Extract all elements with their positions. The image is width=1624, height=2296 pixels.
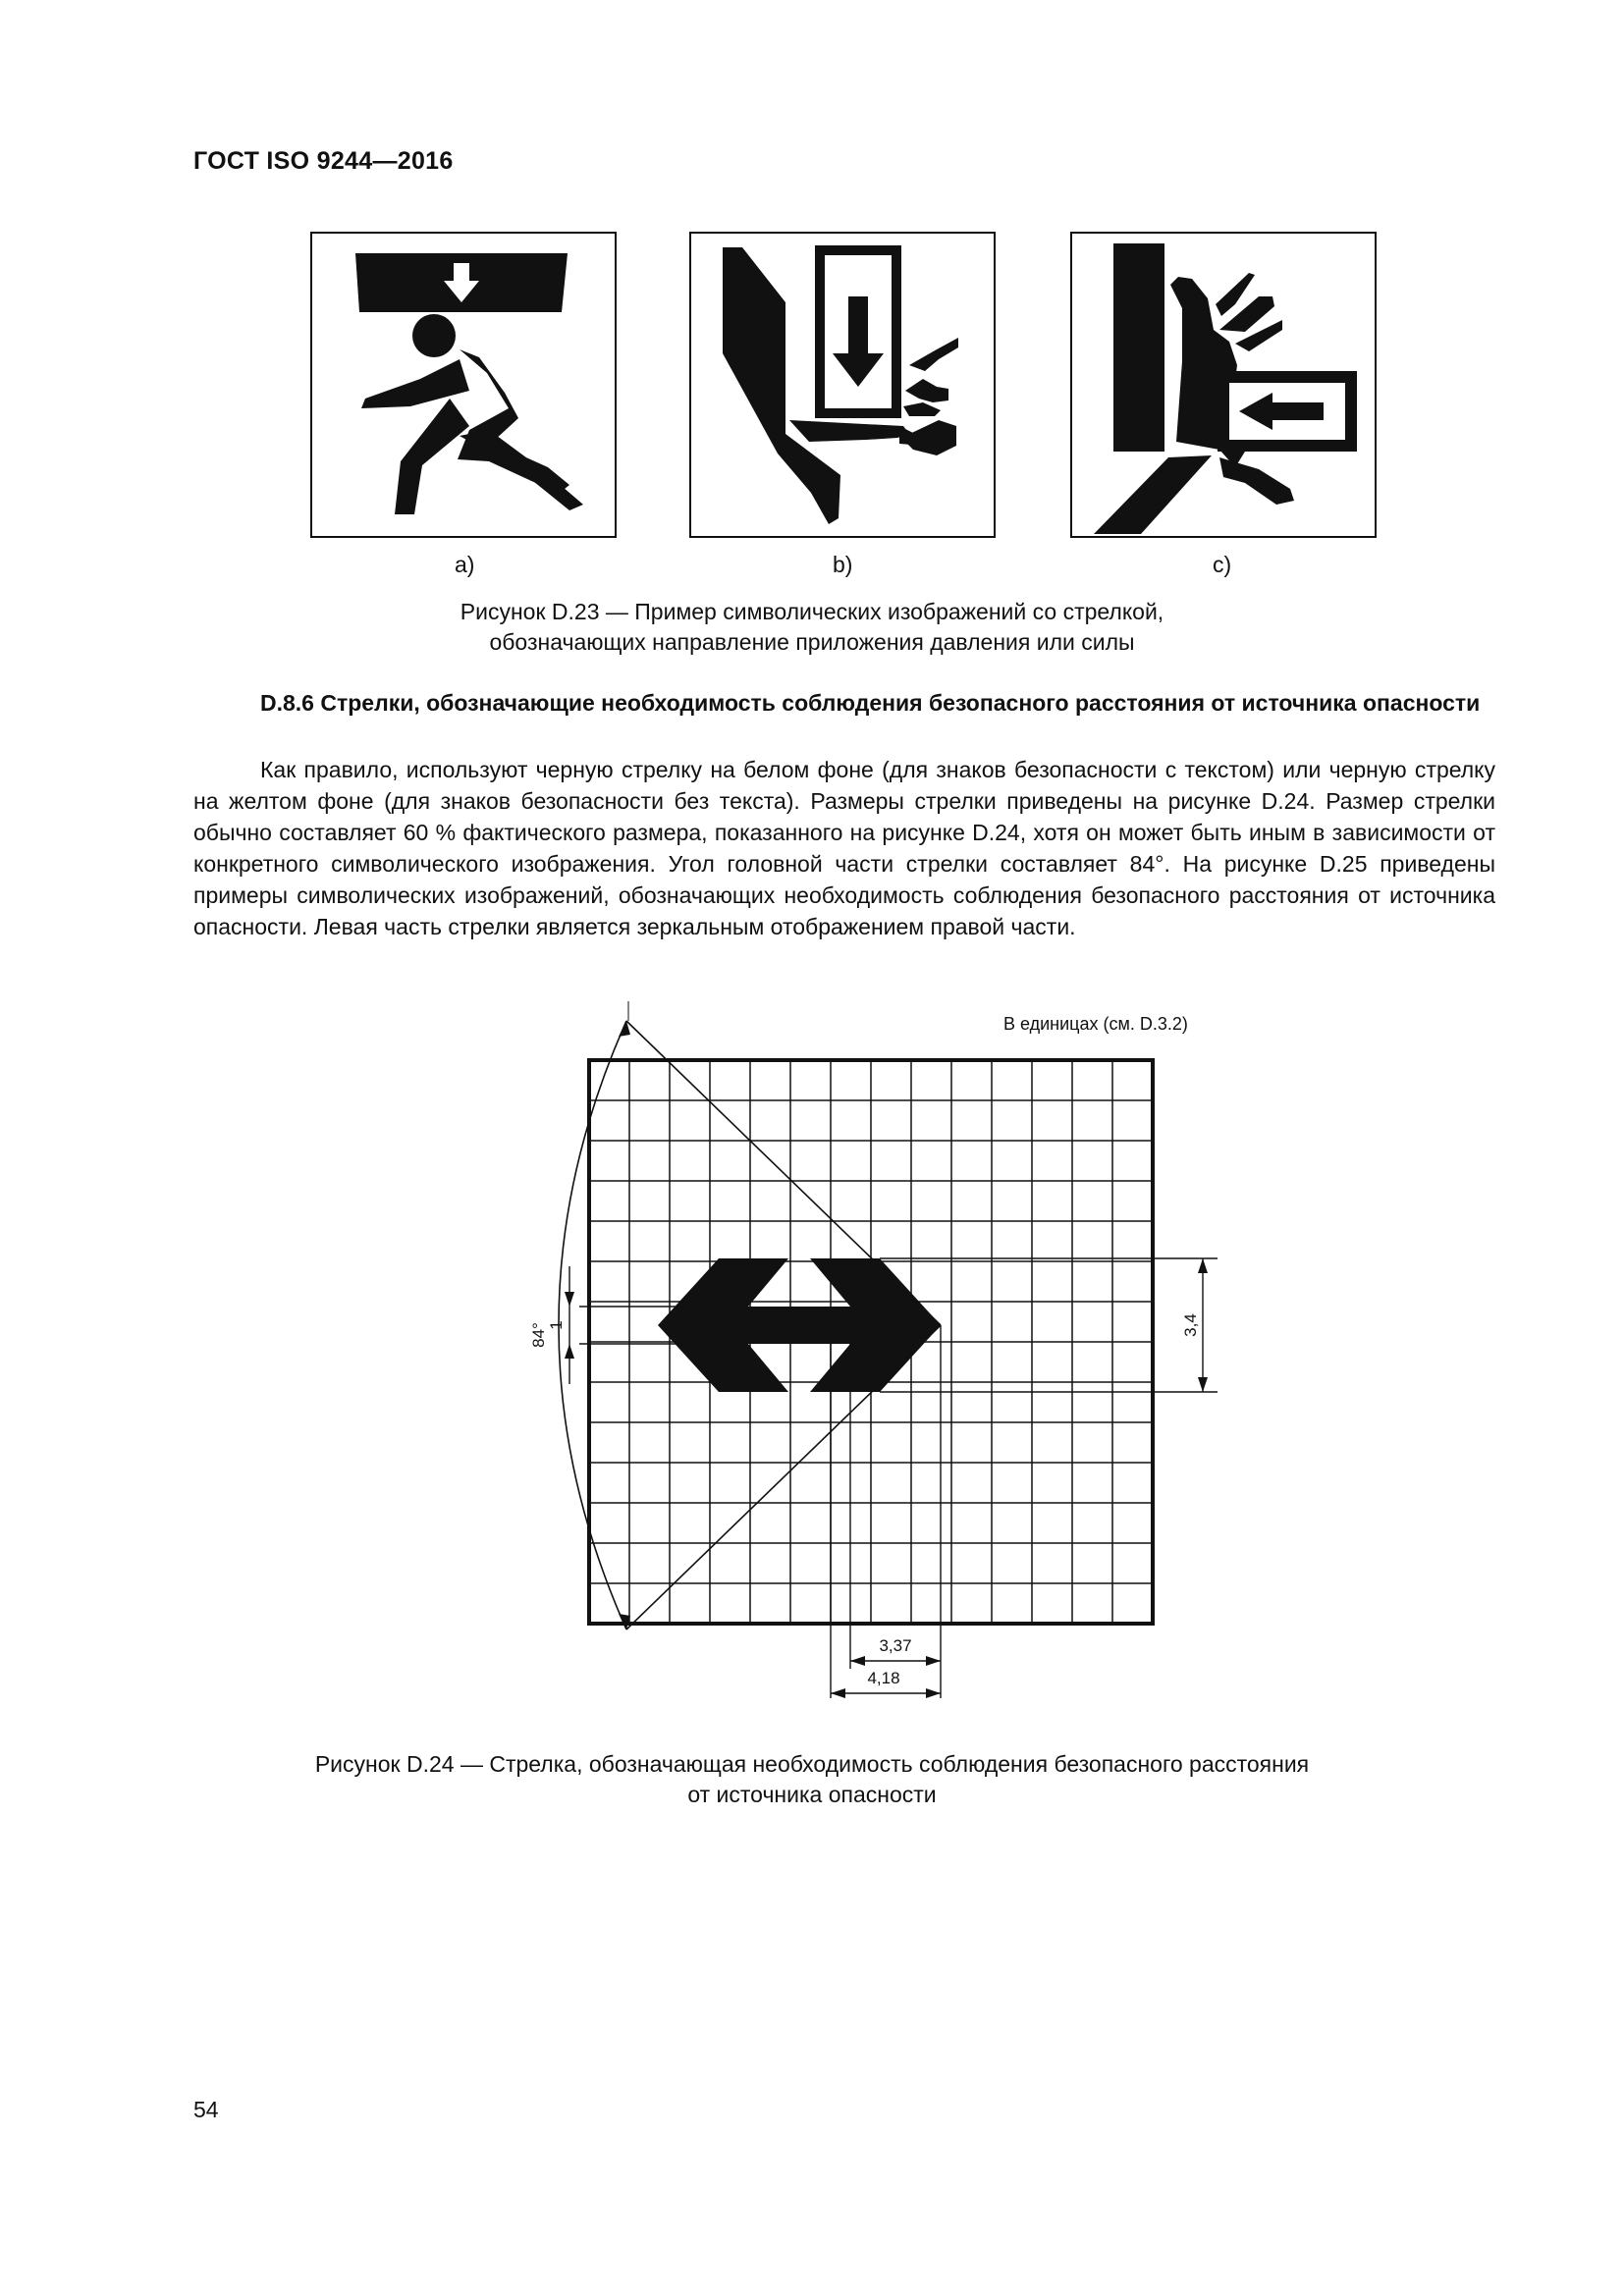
figure-d23-panel-c (1070, 232, 1377, 538)
figure-d24-drawing (471, 1001, 1237, 1728)
press-crush-hand-icon (691, 234, 994, 536)
document-header: ГОСТ ISO 9244—2016 (193, 147, 454, 175)
body-paragraph-text: Как правило, используют черную стрелку на белом фоне (для знаков безопасности с текстом) или черную стрелку на желтом фоне (для знаков безопасности без текста). Размеры стрелки приведены на рисунке D.24. Размер стрелки обычно составляет 60 % фактического размера, показанного на рисунке D.24, хотя он может быть иным в зависимости от конкретного символического изображения. Угол головной части стрелки составляет 84°. На рисунке D.25 приведены примеры символических изображений, обозначающих необходимость соблюдения безопасного расстояния от источника опасности. Левая часть стрелки является зеркальным отображением правой части. (193, 757, 1495, 939)
dim-b-label: 4,18 (867, 1669, 900, 1687)
page-number: 54 (193, 2097, 219, 2122)
panel-c-label: c) (1213, 552, 1232, 577)
units-note: В единицах (см. D.3.2) (1003, 1014, 1188, 1034)
double-arrow-icon (658, 1258, 941, 1392)
figure-d24-caption-line2: от источника опасности (687, 1782, 937, 1807)
angle-line-upper (626, 1021, 941, 1325)
head-height-label: 3,4 (1181, 1313, 1200, 1337)
figure-d23-panel-b (689, 232, 996, 538)
section-heading-text: D.8.6 Стрелки, обозначающие необходимость соблюдения безопасного расстояния от источника опасности (260, 690, 1481, 716)
angle-label: 84° (529, 1322, 548, 1348)
falling-load-person-icon (312, 234, 615, 536)
figure-d23-panel-a (310, 232, 617, 538)
shaft-height-label: 1 (547, 1320, 566, 1330)
figure-d23-caption-line2: обозначающих направление приложения давления или силы (489, 629, 1135, 655)
section-heading (193, 687, 1495, 719)
hand-crush-from-side-icon (1072, 234, 1375, 536)
figure-d24-caption-line1: Рисунок D.24 — Стрелка, обозначающая необходимость соблюдения безопасного расстояния (314, 1751, 1310, 1777)
panel-b-label: b) (833, 552, 853, 577)
body-paragraph (193, 754, 1495, 942)
dim-a-label: 3,37 (879, 1636, 912, 1655)
panel-a-label: a) (455, 552, 475, 577)
figure-d23-caption-line1: Рисунок D.23 — Пример символических изображений со стрелкой, (460, 599, 1164, 624)
